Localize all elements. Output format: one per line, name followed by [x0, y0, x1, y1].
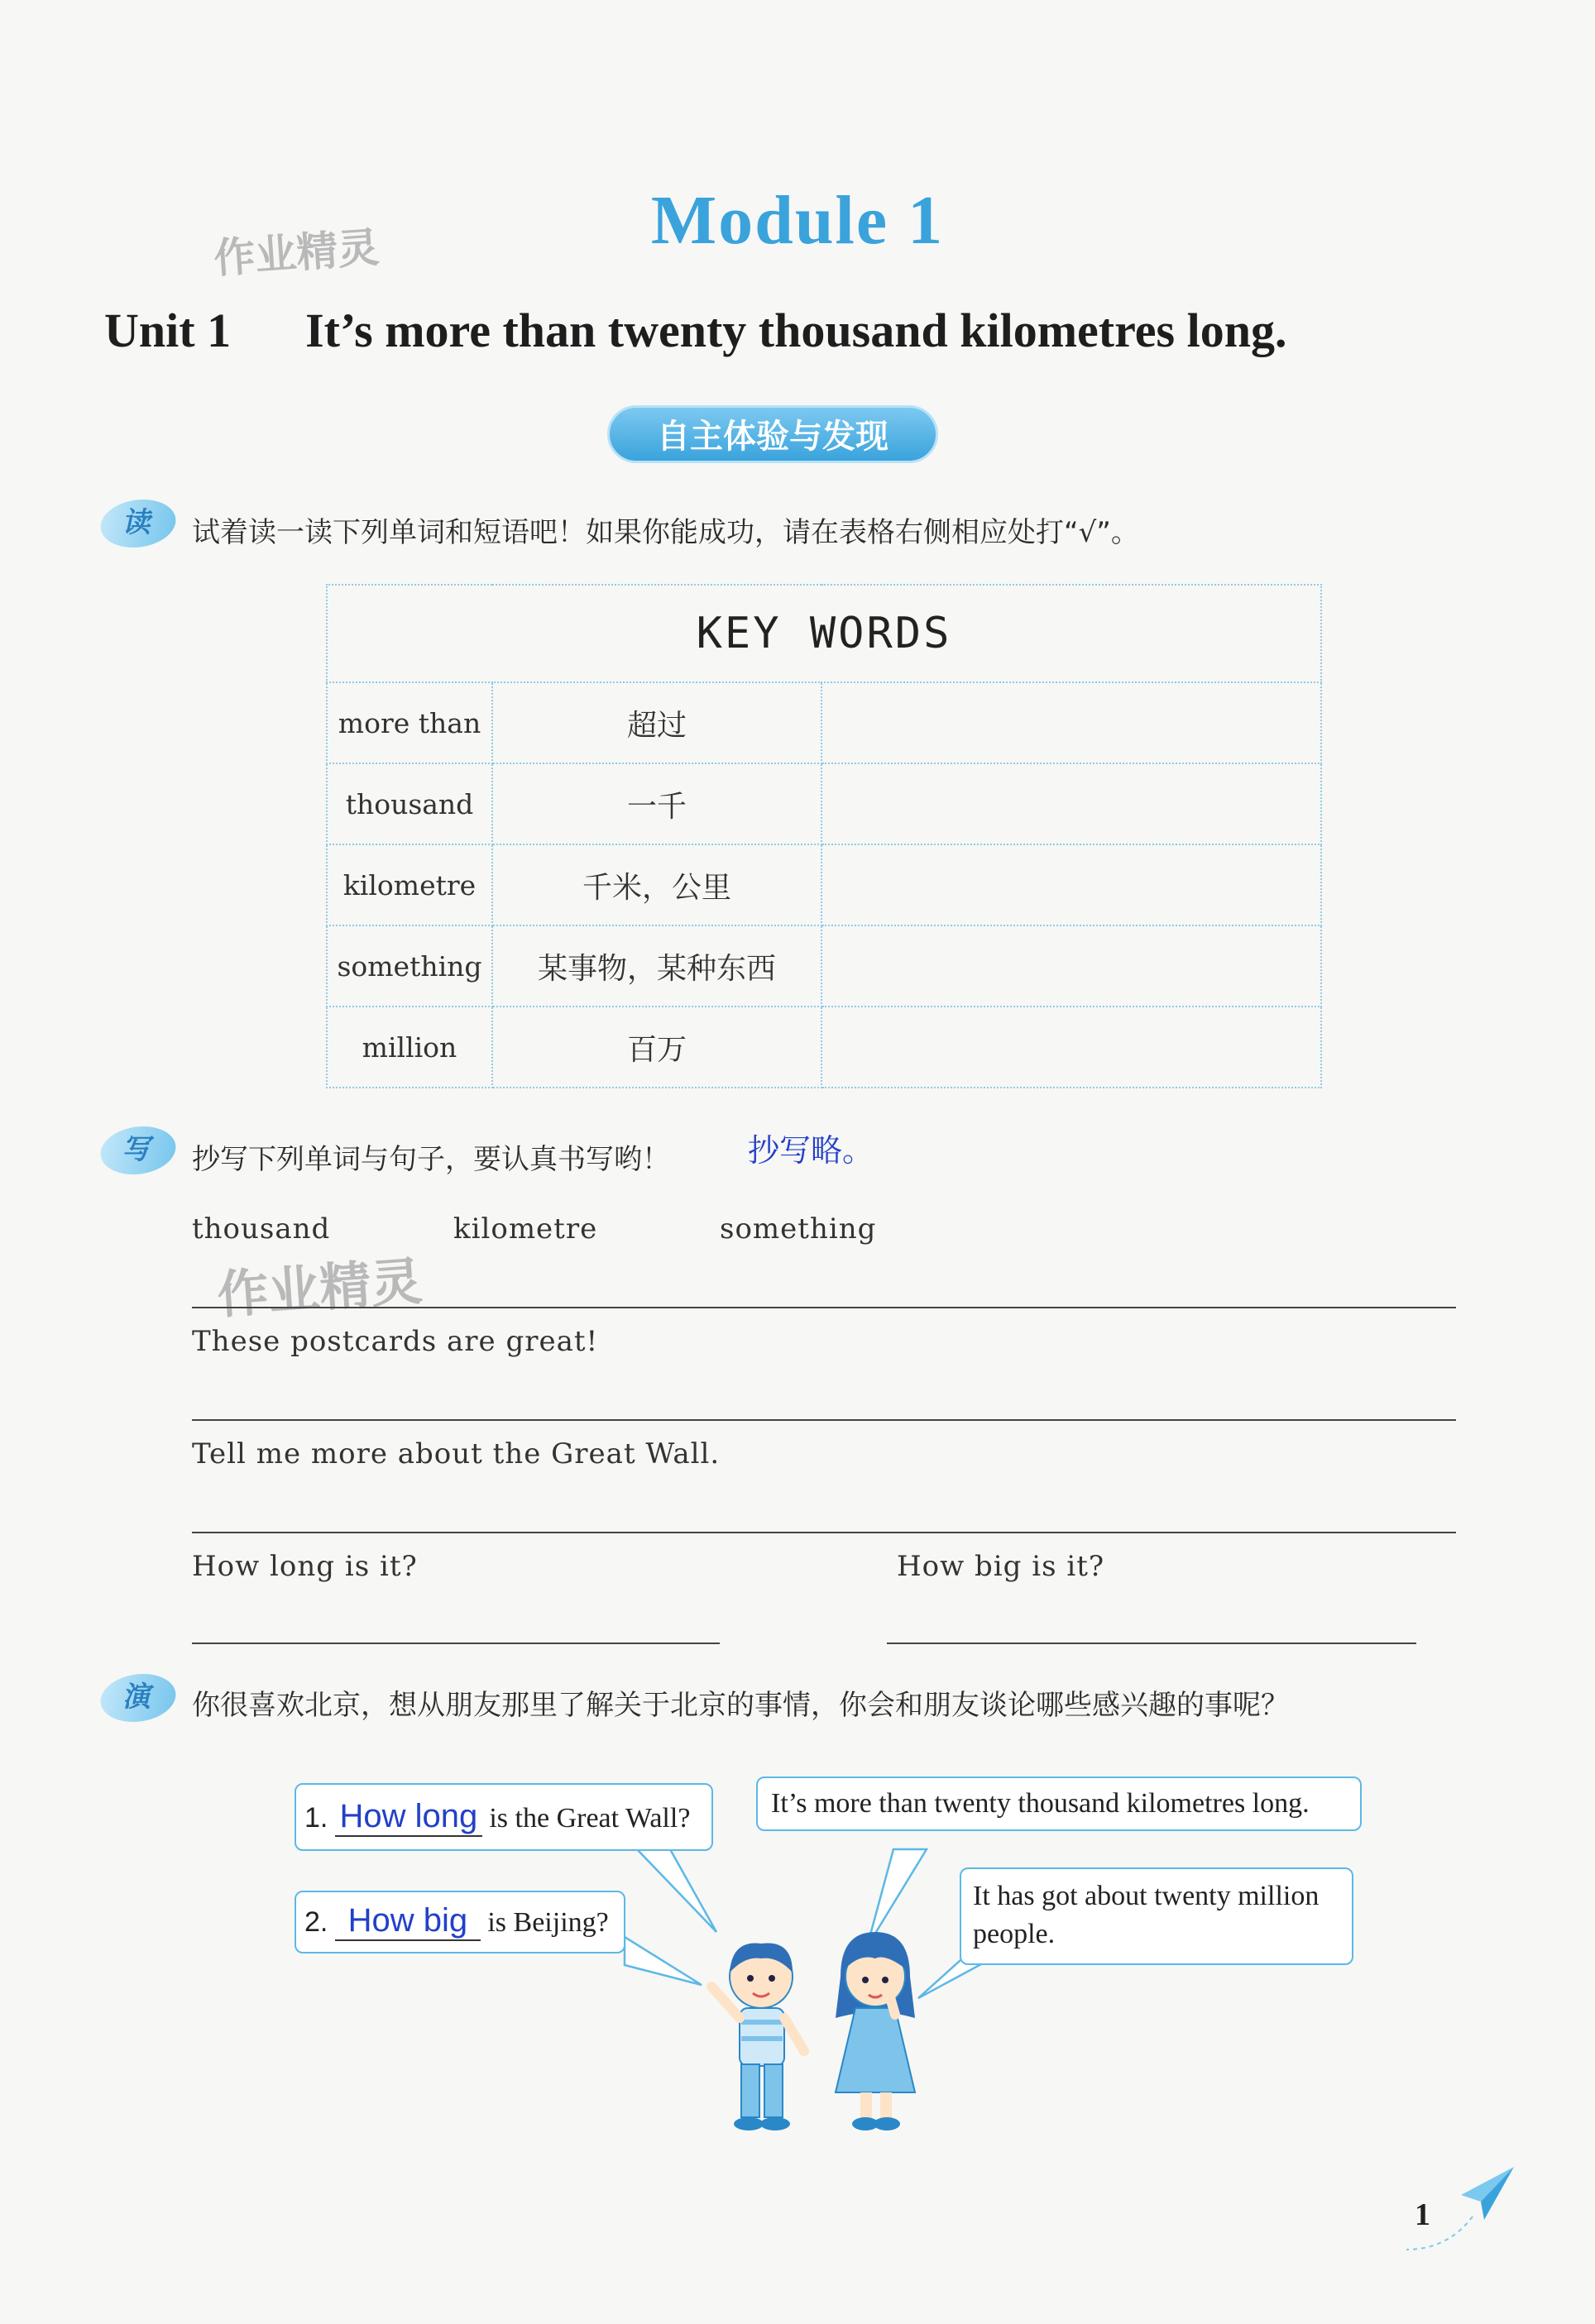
writing-line[interactable]: [192, 1643, 720, 1644]
copy-question: How big is it?: [897, 1550, 1105, 1583]
question-bubble-1: [295, 1783, 713, 1851]
check-cell[interactable]: [821, 682, 1321, 763]
watermark: 作业精灵: [212, 223, 381, 283]
unit-label: Unit 1: [104, 304, 232, 357]
word-en: million: [327, 1007, 492, 1088]
table-row: [327, 682, 1321, 763]
writing-line[interactable]: [192, 1419, 1456, 1421]
table-row: [327, 763, 1321, 844]
word-cn: 千米，公里: [492, 844, 821, 925]
bubble-tail: [637, 1849, 716, 1932]
reply-bubble-2: It has got about twenty million people.: [960, 1867, 1353, 1965]
writing-line[interactable]: [887, 1643, 1416, 1644]
word-cn: 超过: [492, 682, 821, 763]
act-instruction: 你很喜欢北京，想从朋友那里了解关于北京的事情，你会和朋友谈论哪些感兴趣的事呢？: [192, 1689, 1289, 1722]
answer-blank[interactable]: [335, 1798, 482, 1837]
page-number: 1: [1415, 2197, 1430, 2232]
check-cell[interactable]: [821, 844, 1321, 925]
act-badge: 演: [96, 1674, 180, 1722]
question-number: 1.: [304, 1802, 328, 1834]
check-cell[interactable]: [821, 763, 1321, 844]
answer-text: How big: [347, 1902, 468, 1939]
read-instruction: 试着读一读下列单词和短语吧！如果你能成功，请在表格右侧相应处打“√”。: [192, 516, 1139, 549]
paper-plane-icon: [1390, 2167, 1514, 2258]
module-title: Module 1: [650, 182, 945, 259]
table-row: [327, 844, 1321, 925]
reply-bubble-1: It’s more than twenty thousand kilometres long.: [756, 1776, 1362, 1831]
word-en: thousand: [327, 763, 492, 844]
handwritten-answer: 抄写略。: [748, 1132, 874, 1169]
word-en: something: [327, 925, 492, 1007]
word-cn: 百万: [492, 1007, 821, 1088]
unit-title: [104, 303, 1286, 358]
word-cn: 一千: [492, 763, 821, 844]
read-badge: 读: [96, 500, 180, 548]
check-cell[interactable]: [821, 1007, 1321, 1088]
copy-word: thousand: [192, 1212, 331, 1246]
question-rest: is Beijing?: [487, 1907, 609, 1938]
question-number: 2.: [304, 1906, 328, 1938]
answer-blank[interactable]: [335, 1902, 481, 1941]
copy-sentence: Tell me more about the Great Wall.: [192, 1437, 721, 1470]
write-badge: 写: [96, 1126, 180, 1174]
girl-figure: [836, 1932, 915, 2130]
table-title: KEY WORDS: [327, 585, 1321, 682]
word-cn: 某事物，某种东西: [492, 925, 821, 1007]
table-row: [327, 1007, 1321, 1088]
word-en: more than: [327, 682, 492, 763]
copy-question: How long is it?: [192, 1550, 418, 1583]
watermark: 作业精灵: [215, 1250, 424, 1326]
table-row: [327, 925, 1321, 1007]
copy-sentence: These postcards are great!: [192, 1325, 599, 1358]
write-instruction: 抄写下列单词与句子，要认真书写哟！: [192, 1143, 670, 1176]
boy-figure: [711, 1943, 804, 2130]
section-banner: 自主体验与发现: [607, 405, 938, 463]
copy-word: kilometre: [453, 1212, 598, 1246]
copy-word: something: [720, 1212, 877, 1246]
question-rest: is the Great Wall?: [489, 1803, 691, 1834]
key-words-table: [326, 584, 1322, 1088]
check-cell[interactable]: [821, 925, 1321, 1007]
answer-text: How long: [339, 1798, 478, 1834]
bubble-tail: [625, 1937, 702, 1985]
word-en: kilometre: [327, 844, 492, 925]
unit-heading: It’s more than twenty thousand kilometres long.: [305, 304, 1287, 357]
writing-line[interactable]: [192, 1532, 1456, 1533]
question-bubble-2: [295, 1891, 625, 1953]
writing-line[interactable]: [192, 1307, 1456, 1308]
